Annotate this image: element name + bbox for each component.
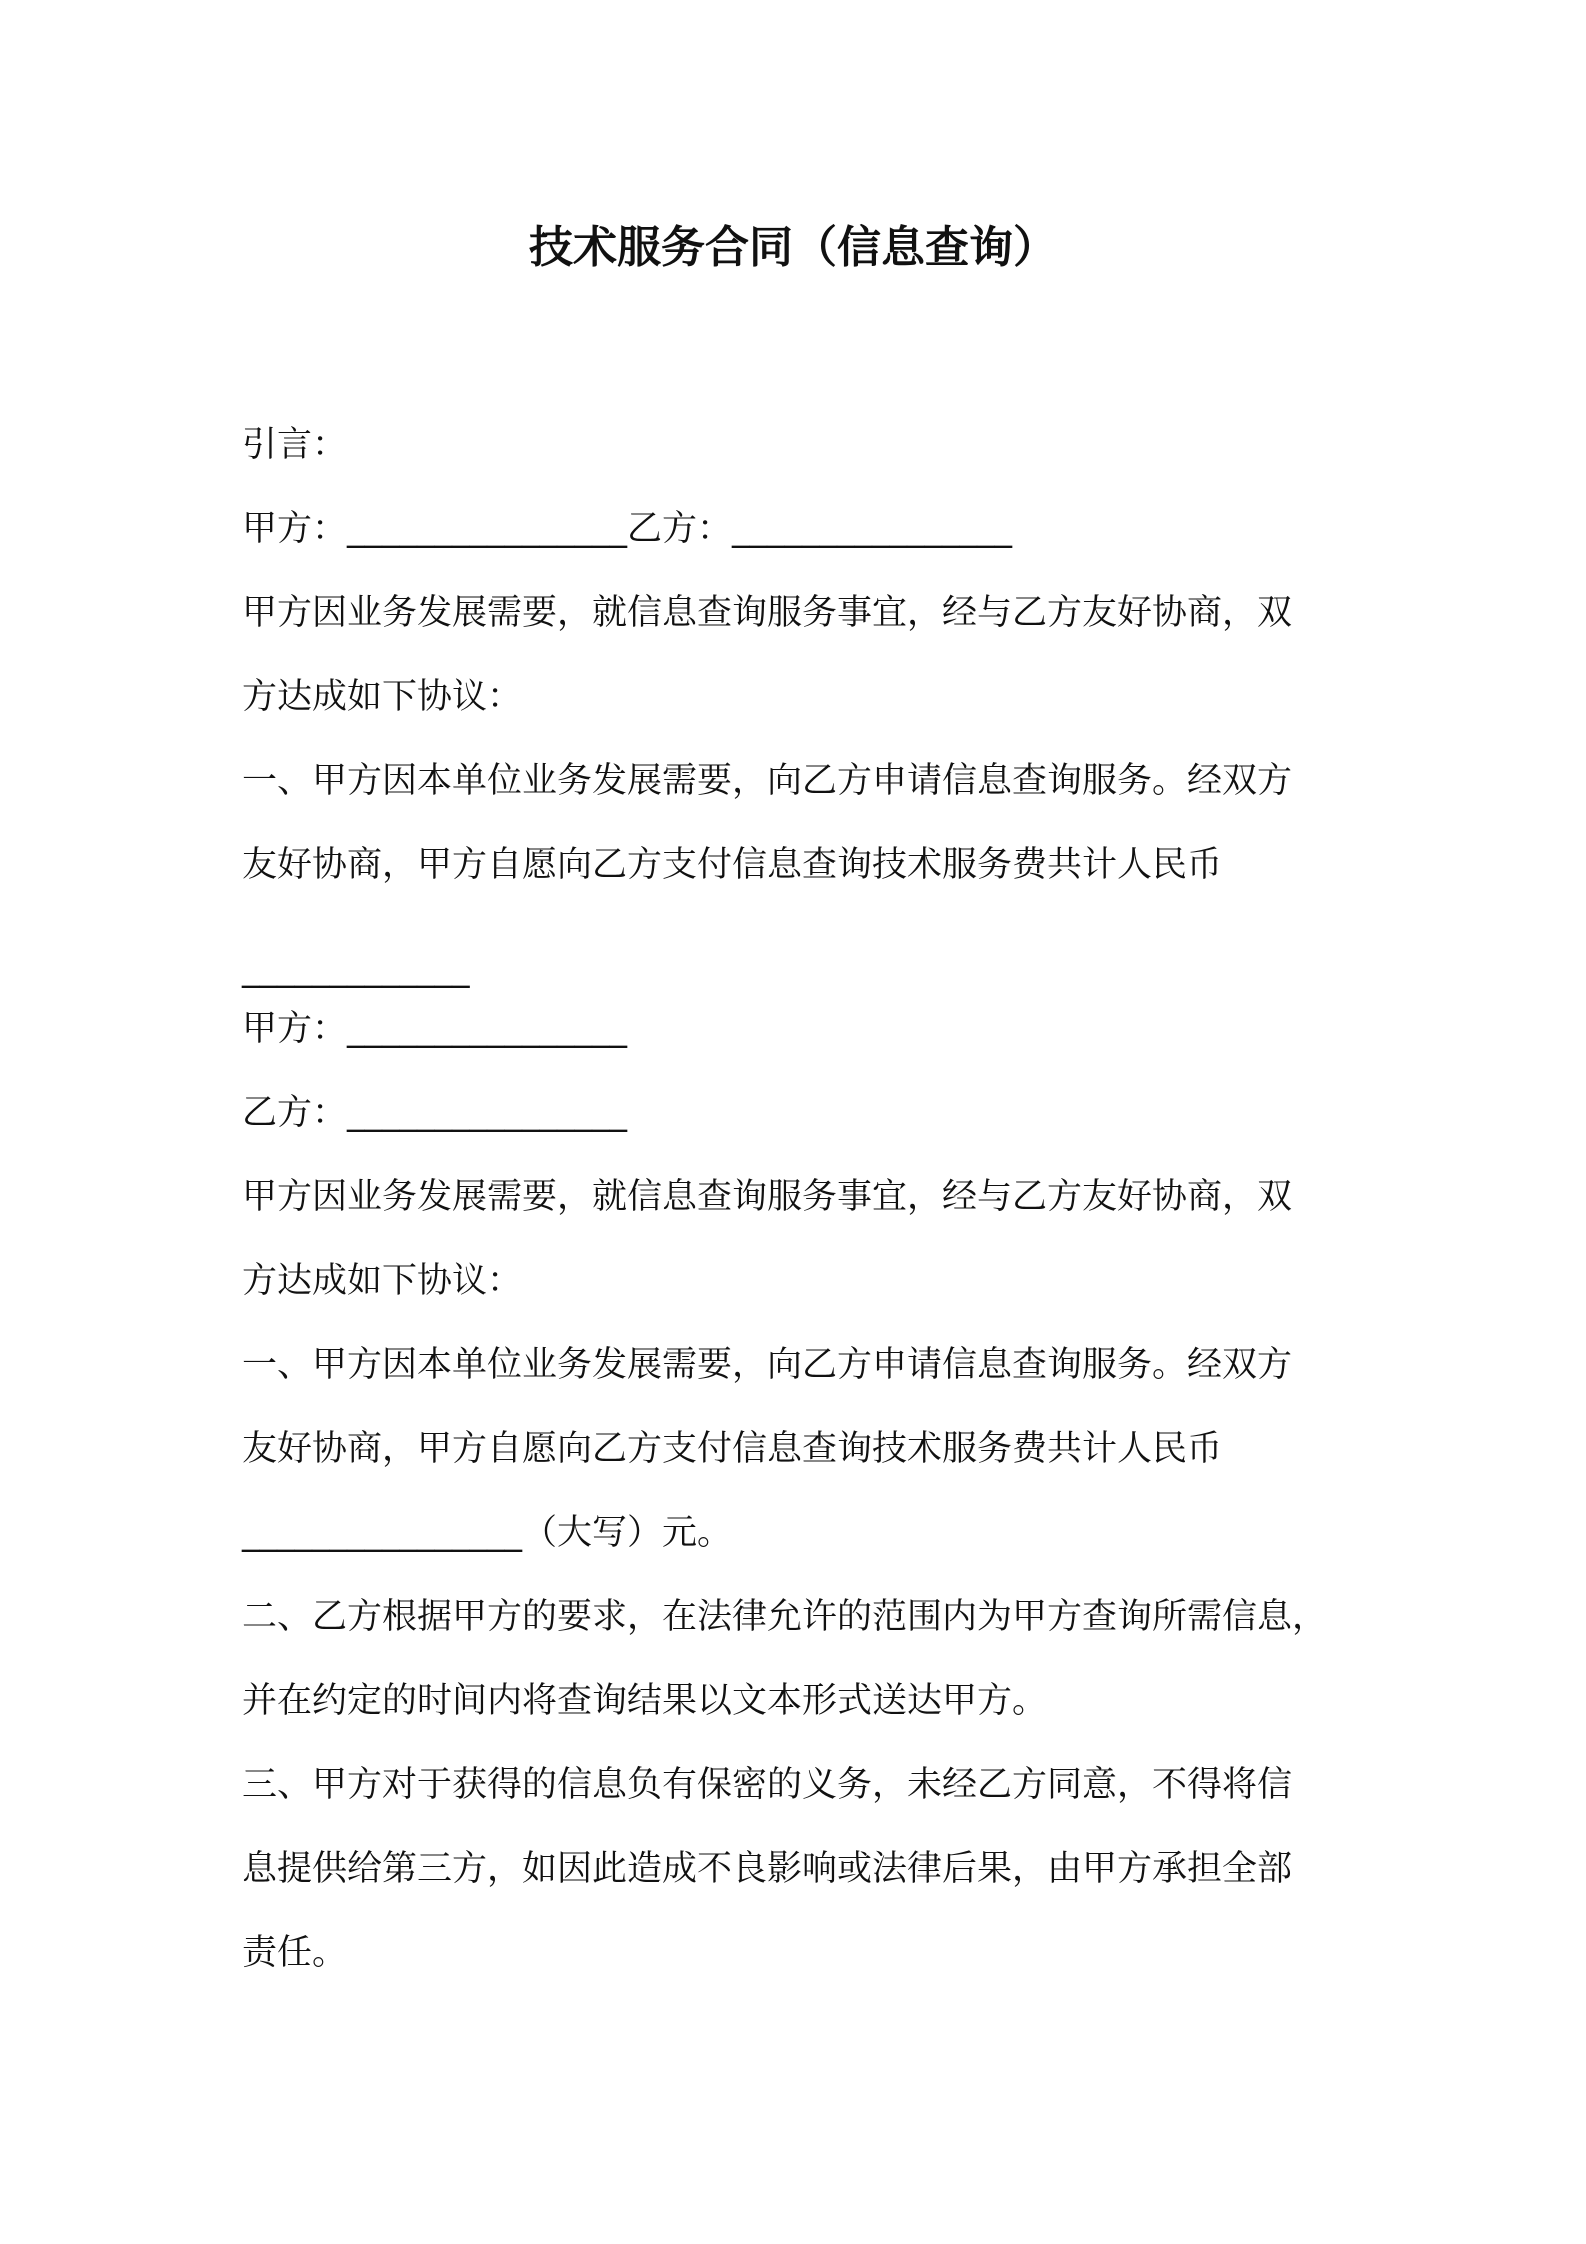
paragraph-line: 甲方因业务发展需要，就信息查询服务事宜，经与乙方友好协商，双 bbox=[242, 593, 1293, 633]
clause-two-line: 二、乙方根据甲方的要求，在法律允许的范围内为甲方查询所需信息， bbox=[242, 1597, 1328, 1637]
clause-one-line: 友好协商，甲方自愿向乙方支付信息查询技术服务费共计人民币 bbox=[242, 1429, 1223, 1469]
clause-three-line: 责任。 bbox=[242, 1933, 348, 1973]
intro-label: 引言： bbox=[242, 425, 348, 465]
document-body bbox=[242, 403, 1352, 1995]
paragraph-line: 方达成如下协议： bbox=[242, 1261, 523, 1301]
paragraph-line: 方达成如下协议： bbox=[242, 677, 523, 717]
clause-three-line: 息提供给第三方，如因此造成不良影响或法律后果，由甲方承担全部 bbox=[242, 1849, 1293, 1889]
spacer bbox=[242, 907, 1352, 927]
clause-one-line: 一、甲方因本单位业务发展需要，向乙方申请信息查询服务。经双方 bbox=[242, 1345, 1293, 1385]
party-b-line: 乙方：________________ bbox=[242, 1093, 628, 1133]
document-title: 技术服务合同（信息查询） bbox=[529, 222, 1057, 273]
clause-one-line: 友好协商，甲方自愿向乙方支付信息查询技术服务费共计人民币 bbox=[242, 845, 1223, 885]
clause-one-line: 一、甲方因本单位业务发展需要，向乙方申请信息查询服务。经双方 bbox=[242, 761, 1293, 801]
clause-three-line: 三、甲方对于获得的信息负有保密的义务，未经乙方同意，不得将信 bbox=[242, 1765, 1293, 1805]
amount-blank-line: _____________ bbox=[242, 949, 470, 989]
clause-two-line: 并在约定的时间内将查询结果以文本形式送达甲方。 bbox=[242, 1681, 1048, 1721]
paragraph-line: 甲方因业务发展需要，就信息查询服务事宜，经与乙方友好协商，双 bbox=[242, 1177, 1293, 1217]
amount-line: ________________（大写）元。 bbox=[242, 1513, 733, 1553]
party-a-line: 甲方：________________ bbox=[242, 1009, 628, 1049]
party-line-both: 甲方：________________乙方：________________ bbox=[242, 509, 1013, 549]
